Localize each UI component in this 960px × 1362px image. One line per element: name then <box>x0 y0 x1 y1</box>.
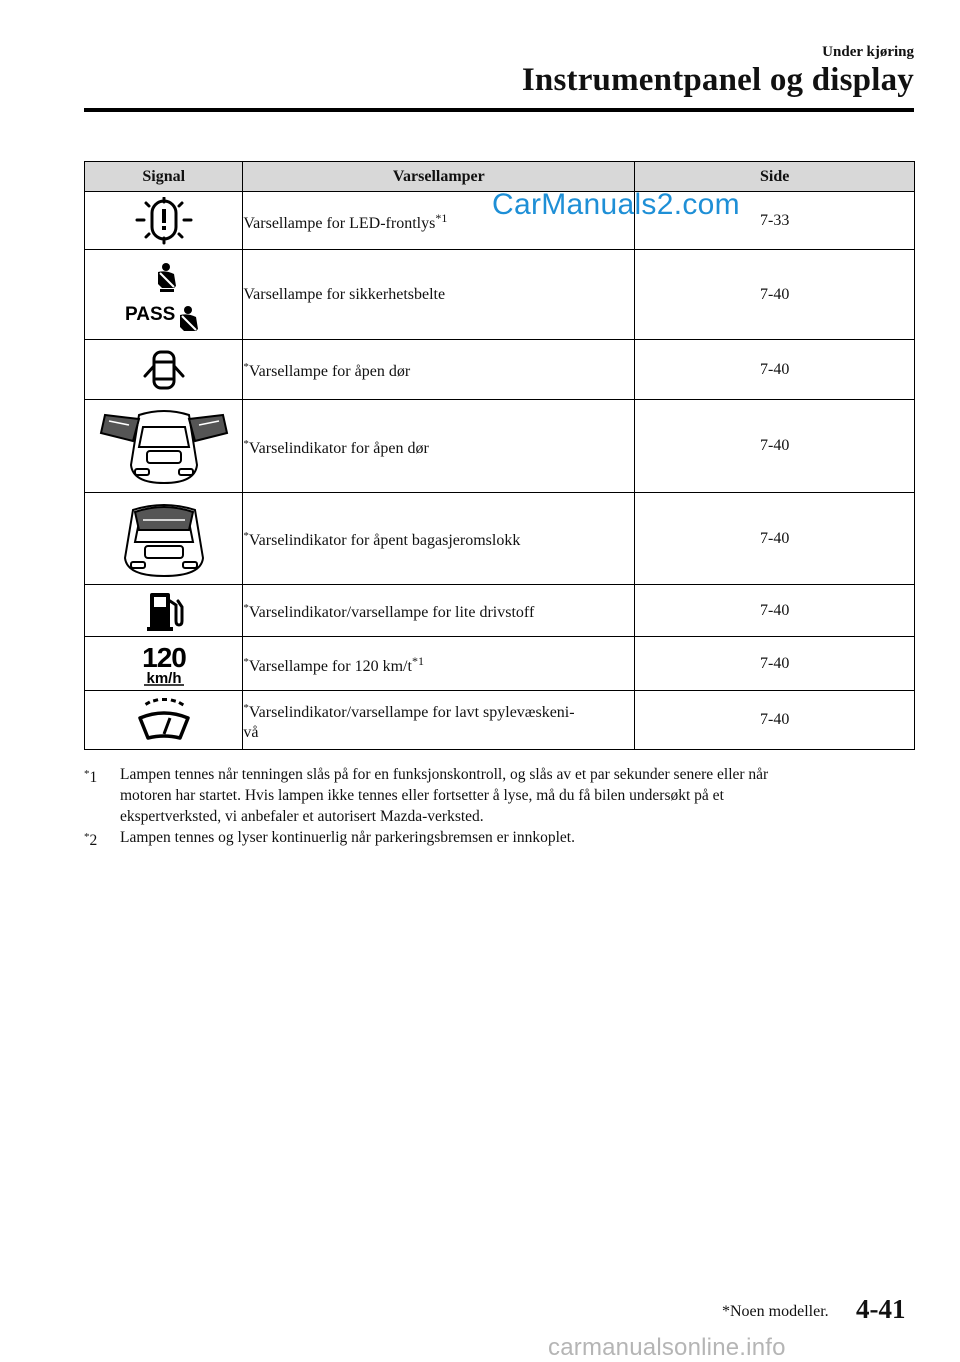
signal-cell <box>85 691 243 750</box>
led-headlight-warning-icon <box>129 197 199 245</box>
page-ref: 7-40 <box>635 691 915 750</box>
watermark: CarManuals2.com <box>492 188 740 221</box>
door-open-icon <box>139 346 189 394</box>
page-ref: 7-40 <box>635 493 915 585</box>
table-row <box>85 691 915 750</box>
page-ref: 7-40 <box>635 340 915 400</box>
page-ref: 7-40 <box>635 585 915 637</box>
fuel-pump-icon <box>142 589 186 633</box>
description-cell: *Varselindikator for åpen dør <box>243 400 635 493</box>
description-cell: *Varselindikator for åpent bagasjeromslokk <box>243 493 635 585</box>
table-row <box>85 637 915 691</box>
signal-cell <box>85 493 243 585</box>
description-cell: Varsellampe for sikkerhetsbelte <box>243 250 635 340</box>
section-title: Under kjøring <box>822 44 914 60</box>
signal-cell <box>85 637 243 691</box>
signal-cell <box>85 192 243 250</box>
description-cell: *Varsellampe for åpen dør <box>243 340 635 400</box>
header-divider <box>84 108 914 112</box>
speed-120-icon <box>134 641 194 687</box>
signal-cell <box>85 340 243 400</box>
seat-belt-pass-icon <box>122 256 206 334</box>
page-ref: 7-40 <box>635 400 915 493</box>
table-row <box>85 250 915 340</box>
signal-cell <box>85 585 243 637</box>
speed-unit-label: km/h <box>146 669 182 687</box>
signal-cell <box>85 400 243 493</box>
table-row <box>85 585 915 637</box>
table-row <box>85 340 915 400</box>
table-header-row <box>85 162 915 192</box>
page-number: 4-41 <box>856 1294 906 1324</box>
description-cell: *Varselindikator/varsellampe for lite drivstoff <box>243 585 635 637</box>
page-ref: 7-40 <box>635 250 915 340</box>
footer-watermark: carmanualsonline.info <box>548 1334 786 1361</box>
speed-value-label: 120 <box>141 641 186 673</box>
description-cell: *Varselindikator/varsellampe for lavt spylevæskeni- vå <box>243 691 635 750</box>
page-title: Instrumentpanel og display <box>521 62 914 98</box>
pass-label: PASS <box>124 303 176 325</box>
table-row <box>85 400 915 493</box>
signal-cell <box>85 250 243 340</box>
column-header-signal: Signal <box>85 162 243 192</box>
footnote-1: *1 Lampen tennes når tenningen slås på for en funksjonskontroll, og slås av et par sekunder senere eller når motoren har startet. Hvis lampen ikke tennes eller fortsetter å lyse, må du få bilen undersøkt på et ekspertverksted, vi anbefaler et autorisert Mazda-verksted. <box>84 766 769 825</box>
description-cell: Varsellampe for LED-frontlys$^{*1}$ <box>243 192 635 250</box>
column-header-warning-lights: Varsellamper <box>243 162 635 192</box>
footer-note: *Noen modeller. <box>722 1303 829 1320</box>
warning-lights-table <box>84 161 915 750</box>
footnote-2: *2 Lampen tennes og lyser kontinuerlig når parkeringsbremsen er innkoplet. <box>84 829 575 849</box>
footnotes <box>84 764 884 848</box>
page-ref: 7-33 <box>635 192 915 250</box>
page-ref: 7-40 <box>635 637 915 691</box>
table-row <box>85 493 915 585</box>
car-trunk-open-icon <box>119 498 209 580</box>
description-cell: *Varsellampe for 120 $km/t^{*1}$ <box>243 637 635 691</box>
car-doors-open-icon <box>99 405 229 487</box>
column-header-page: Side <box>635 162 915 192</box>
washer-fluid-icon <box>134 696 194 744</box>
